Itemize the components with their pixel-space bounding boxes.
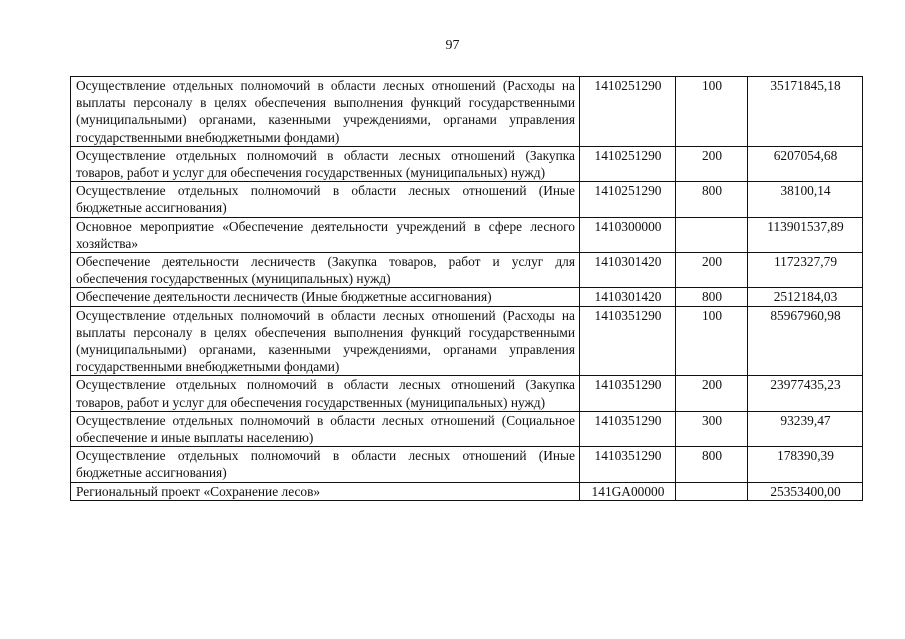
table-row xyxy=(71,77,863,147)
row-description: Осуществление отдельных полномочий в области лесных отношений (Социальное обеспечение и иные выплаты населению) xyxy=(71,411,580,446)
row-code: 1410251290 xyxy=(580,146,676,181)
table-row xyxy=(71,146,863,181)
row-description: Обеспечение деятельности лесничеств (Иные бюджетные ассигнования) xyxy=(71,288,580,306)
row-code: 1410351290 xyxy=(580,306,676,376)
row-expense-type: 100 xyxy=(676,306,748,376)
row-expense-type: 800 xyxy=(676,288,748,306)
row-description: Осуществление отдельных полномочий в области лесных отношений (Иные бюджетные ассигнования) xyxy=(71,447,580,482)
table-row xyxy=(71,411,863,446)
row-code: 1410301420 xyxy=(580,253,676,288)
row-expense-type: 200 xyxy=(676,253,748,288)
row-amount: 2512184,03 xyxy=(748,288,863,306)
budget-table xyxy=(70,76,863,501)
row-amount: 6207054,68 xyxy=(748,146,863,181)
row-amount: 85967960,98 xyxy=(748,306,863,376)
row-code: 1410300000 xyxy=(580,217,676,252)
row-amount: 23977435,23 xyxy=(748,376,863,411)
row-code: 1410251290 xyxy=(580,182,676,217)
row-expense-type: 800 xyxy=(676,447,748,482)
row-amount: 1172327,79 xyxy=(748,253,863,288)
row-amount: 113901537,89 xyxy=(748,217,863,252)
row-description: Региональный проект «Сохранение лесов» xyxy=(71,482,580,500)
row-expense-type: 300 xyxy=(676,411,748,446)
table-row xyxy=(71,482,863,500)
row-expense-type xyxy=(676,217,748,252)
row-amount: 178390,39 xyxy=(748,447,863,482)
row-amount: 35171845,18 xyxy=(748,77,863,147)
table-row xyxy=(71,288,863,306)
row-code: 1410251290 xyxy=(580,77,676,147)
row-description: Осуществление отдельных полномочий в области лесных отношений (Расходы на выплаты персоналу в целях обеспечения выполнения функций государственными (муниципальными) органами, казенными учреждениями, органами управления государственными внебюджетными фондами) xyxy=(71,306,580,376)
table-row xyxy=(71,253,863,288)
table-row xyxy=(71,306,863,376)
row-code: 1410351290 xyxy=(580,411,676,446)
table-row xyxy=(71,217,863,252)
row-description: Основное мероприятие «Обеспечение деятельности учреждений в сфере лесного хозяйства» xyxy=(71,217,580,252)
row-amount: 93239,47 xyxy=(748,411,863,446)
table-row xyxy=(71,182,863,217)
row-code: 1410351290 xyxy=(580,376,676,411)
page-number: 97 xyxy=(445,38,460,53)
row-description: Осуществление отдельных полномочий в области лесных отношений (Закупка товаров, работ и услуг для обеспечения государственных (муниципальных) нужд) xyxy=(71,146,580,181)
row-expense-type: 200 xyxy=(676,146,748,181)
row-expense-type: 200 xyxy=(676,376,748,411)
row-amount: 25353400,00 xyxy=(748,482,863,500)
table-row xyxy=(71,447,863,482)
row-description: Осуществление отдельных полномочий в области лесных отношений (Расходы на выплаты персоналу в целях обеспечения выполнения функций государственными (муниципальными) органами, казенными учреждениями, органами управления государственными внебюджетными фондами) xyxy=(71,77,580,147)
row-expense-type: 100 xyxy=(676,77,748,147)
row-code: 1410351290 xyxy=(580,447,676,482)
row-description: Обеспечение деятельности лесничеств (Закупка товаров, работ и услуг для обеспечения государственных (муниципальных) нужд) xyxy=(71,253,580,288)
row-amount: 38100,14 xyxy=(748,182,863,217)
row-code: 1410301420 xyxy=(580,288,676,306)
row-description: Осуществление отдельных полномочий в области лесных отношений (Иные бюджетные ассигнования) xyxy=(71,182,580,217)
table-row xyxy=(71,376,863,411)
row-description: Осуществление отдельных полномочий в области лесных отношений (Закупка товаров, работ и услуг для обеспечения государственных (муниципальных) нужд) xyxy=(71,376,580,411)
row-expense-type xyxy=(676,482,748,500)
row-code: 141GA00000 xyxy=(580,482,676,500)
row-expense-type: 800 xyxy=(676,182,748,217)
